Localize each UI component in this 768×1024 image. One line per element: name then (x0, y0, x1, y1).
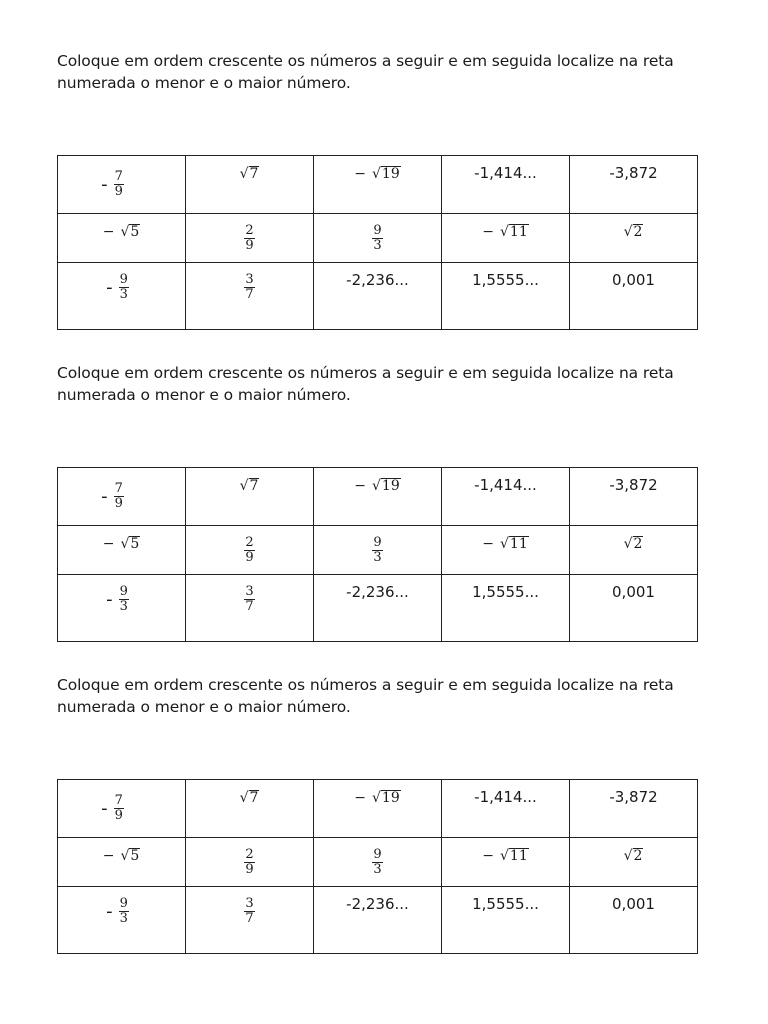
table-cell: 1,5555... (442, 887, 570, 954)
fraction: $\frac{2}{9}$ (245, 535, 254, 565)
numbers-table (57, 467, 698, 642)
table-cell: 0,001 (570, 575, 698, 642)
square-root: √2 (623, 536, 643, 552)
fraction: $\frac{3}{7}$ (245, 584, 254, 614)
table-cell: - $\frac{7}{9}$ (58, 468, 186, 526)
table-cell: - $\frac{7}{9}$ (58, 156, 186, 214)
table-cell: − √19 (314, 156, 442, 214)
fraction: $\frac{7}{9}$ (114, 481, 123, 511)
fraction: $\frac{9}{3}$ (119, 584, 128, 614)
table-row (58, 780, 698, 838)
table-cell: 1,5555... (442, 575, 570, 642)
square-root: √7 (239, 478, 259, 494)
table-row (58, 214, 698, 263)
table-cell (186, 156, 314, 214)
numbers-table (57, 155, 698, 330)
table-cell: − √11 (442, 526, 570, 575)
square-root: √7 (239, 166, 259, 182)
table-cell (314, 838, 442, 887)
table-cell (186, 526, 314, 575)
fraction: $\frac{2}{9}$ (245, 223, 254, 253)
square-root: √2 (623, 848, 643, 864)
table-cell: 0,001 (570, 263, 698, 330)
square-root: √11 (499, 224, 528, 240)
table-cell: 1,5555... (442, 263, 570, 330)
square-root: √19 (371, 166, 400, 182)
fraction: $\frac{3}{7}$ (245, 896, 254, 926)
fraction: $\frac{9}{3}$ (119, 896, 128, 926)
table-cell: − √5 (58, 526, 186, 575)
table-cell: -1,414... (442, 468, 570, 526)
table-cell (186, 214, 314, 263)
instruction-text: Coloque em ordem crescente os números a seguir e em seguida localize na reta numerada o menor e o maior número. (57, 676, 674, 716)
table-cell: -3,872 (570, 468, 698, 526)
table-cell (570, 214, 698, 263)
table-row (58, 838, 698, 887)
table-cell: − √11 (442, 838, 570, 887)
table-cell: -2,236... (314, 575, 442, 642)
table-cell: - $\frac{9}{3}$ (58, 263, 186, 330)
table-row (58, 156, 698, 214)
table-cell: − √5 (58, 838, 186, 887)
fraction: $\frac{2}{9}$ (245, 847, 254, 877)
table-cell (186, 575, 314, 642)
square-root: √19 (371, 478, 400, 494)
table-cell (186, 780, 314, 838)
square-root: √5 (120, 224, 140, 240)
fraction: $\frac{9}{3}$ (119, 272, 128, 302)
table-cell: -1,414... (442, 780, 570, 838)
table-cell: -1,414... (442, 156, 570, 214)
table-row (58, 468, 698, 526)
table-row (58, 575, 698, 642)
square-root: √11 (499, 848, 528, 864)
table-cell (570, 838, 698, 887)
table-cell: − √5 (58, 214, 186, 263)
square-root: √7 (239, 790, 259, 806)
table-cell (186, 263, 314, 330)
table-cell: - $\frac{9}{3}$ (58, 887, 186, 954)
instruction-text: Coloque em ordem crescente os números a seguir e em seguida localize na reta numerada o menor e o maior número. (57, 364, 674, 404)
fraction: $\frac{7}{9}$ (114, 793, 123, 823)
square-root: √2 (623, 224, 643, 240)
table-cell (570, 526, 698, 575)
table-cell (186, 838, 314, 887)
square-root: √5 (120, 536, 140, 552)
square-root: √11 (499, 536, 528, 552)
table-cell (314, 214, 442, 263)
table-cell (314, 526, 442, 575)
table-cell: -2,236... (314, 263, 442, 330)
table-cell: - $\frac{9}{3}$ (58, 575, 186, 642)
table-row (58, 263, 698, 330)
table-cell: -2,236... (314, 887, 442, 954)
table-cell: − √11 (442, 214, 570, 263)
fraction: $\frac{9}{3}$ (373, 847, 382, 877)
instruction-text: Coloque em ordem crescente os números a seguir e em seguida localize na reta numerada o menor e o maior número. (57, 52, 674, 92)
square-root: √5 (120, 848, 140, 864)
table-cell: -3,872 (570, 780, 698, 838)
table-row (58, 526, 698, 575)
fraction: $\frac{7}{9}$ (114, 169, 123, 199)
fraction: $\frac{9}{3}$ (373, 223, 382, 253)
table-row (58, 887, 698, 954)
table-cell (186, 468, 314, 526)
table-cell: 0,001 (570, 887, 698, 954)
fraction: $\frac{9}{3}$ (373, 535, 382, 565)
square-root: √19 (371, 790, 400, 806)
table-cell: -3,872 (570, 156, 698, 214)
numbers-table (57, 779, 698, 954)
table-cell: - $\frac{7}{9}$ (58, 780, 186, 838)
table-cell (186, 887, 314, 954)
table-cell: − √19 (314, 780, 442, 838)
fraction: $\frac{3}{7}$ (245, 272, 254, 302)
table-cell: − √19 (314, 468, 442, 526)
